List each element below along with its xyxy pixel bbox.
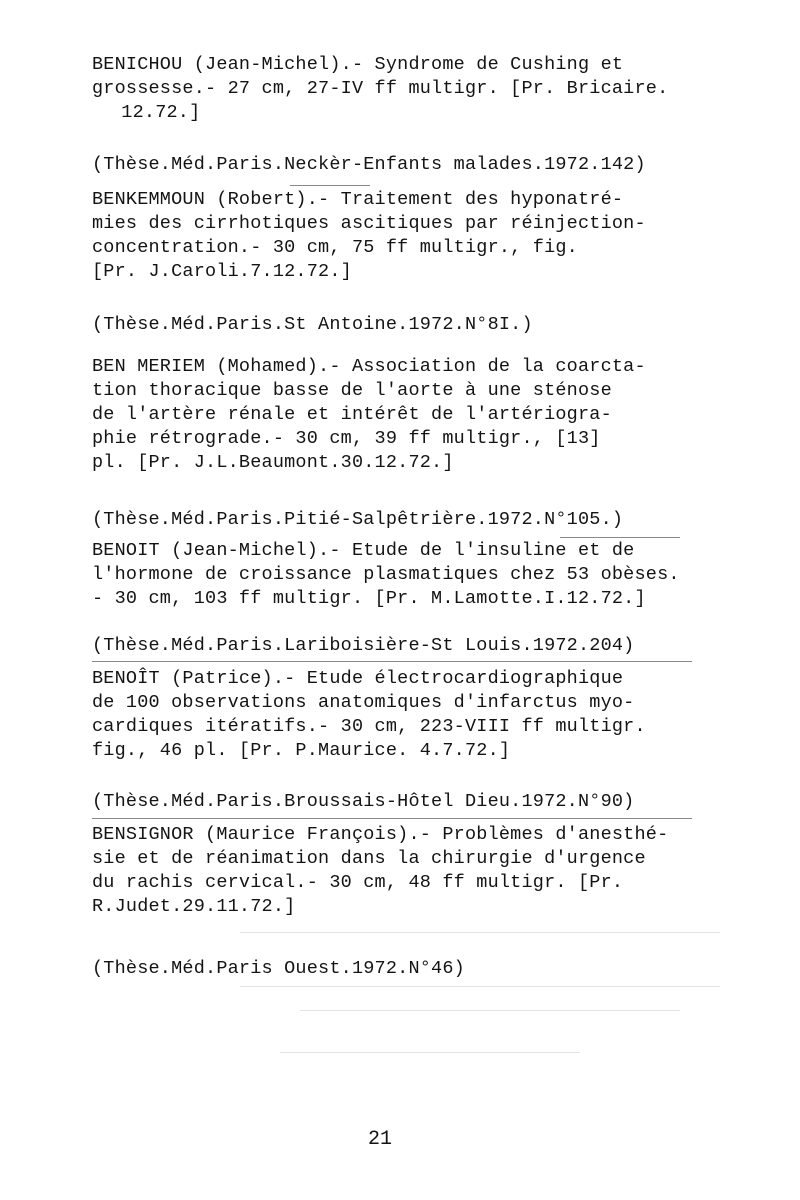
entry-line: pl. [Pr. J.L.Beaumont.30.12.72.] — [92, 452, 454, 473]
entry-line: sie et de réanimation dans la chirurgie d'urgence — [92, 848, 646, 869]
entry-line: [Pr. J.Caroli.7.12.72.] — [92, 261, 352, 282]
entry-source: (Thèse.Méd.Paris.Lariboisière-St Louis.1972.204) — [92, 635, 635, 656]
entry-source: (Thèse.Méd.Paris.Broussais-Hôtel Dieu.1972.N°90) — [92, 791, 635, 812]
entry-line: tion thoracique basse de l'aorte à une sténose — [92, 380, 612, 401]
bibliography-entry-ben-meriem — [92, 355, 732, 475]
entry-line: fig., 46 pl. [Pr. P.Maurice. 4.7.72.] — [92, 740, 511, 761]
entry-line: phie rétrograde.- 30 cm, 39 ff multigr., [13] — [92, 428, 601, 449]
bibliography-entry-benichou — [92, 53, 732, 125]
entry-line: BENICHOU (Jean-Michel).- Syndrome de Cushing et — [92, 54, 624, 75]
bleed-through-mark — [240, 986, 720, 987]
bleed-through-mark — [240, 932, 720, 933]
entry-source: (Thèse.Méd.Paris.Neckèr-Enfants malades.1972.142) — [92, 154, 646, 175]
entry-line: de 100 observations anatomiques d'infarctus myo- — [92, 692, 635, 713]
bibliography-entry-benoit-patrice — [92, 667, 732, 763]
entry-line: cardiques itératifs.- 30 cm, 223-VIII ff multigr. — [92, 716, 646, 737]
divider — [92, 818, 692, 819]
entry-line: R.Judet.29.11.72.] — [92, 896, 296, 917]
bibliography-entry-benoit-jean-michel — [92, 539, 732, 611]
entry-source: (Thèse.Méd.Paris.Pitié-Salpêtrière.1972.N°105.) — [92, 509, 624, 530]
entry-line: - 30 cm, 103 ff multigr. [Pr. M.Lamotte.I.12.72.] — [92, 588, 646, 609]
divider — [560, 537, 680, 538]
divider — [290, 185, 370, 186]
page-number: 21 — [368, 1128, 393, 1151]
entry-line: BENOIT (Jean-Michel).- Etude de l'insuline et de — [92, 540, 635, 561]
bibliography-entry-benkemmoun — [92, 188, 732, 284]
divider — [92, 661, 692, 662]
bleed-through-mark — [280, 1052, 580, 1053]
entry-line: 12.72.] — [110, 102, 201, 123]
entry-line: grossesse.- 27 cm, 27-IV ff multigr. [Pr. Bricaire. — [92, 78, 669, 99]
entry-line: du rachis cervical.- 30 cm, 48 ff multigr. [Pr. — [92, 872, 624, 893]
entry-line: concentration.- 30 cm, 75 ff multigr., fig. — [92, 237, 578, 258]
entry-line: mies des cirrhotiques ascitiques par réinjection- — [92, 213, 646, 234]
entry-line: BENSIGNOR (Maurice François).- Problèmes d'anesthé- — [92, 824, 669, 845]
entry-source: (Thèse.Méd.Paris Ouest.1972.N°46) — [92, 958, 465, 979]
entry-source: (Thèse.Méd.Paris.St Antoine.1972.N°8I.) — [92, 314, 533, 335]
entry-line: l'hormone de croissance plasmatiques chez 53 obèses. — [92, 564, 680, 585]
entry-line: de l'artère rénale et intérêt de l'artériogra- — [92, 404, 612, 425]
entry-line: BENKEMMOUN (Robert).- Traitement des hyponatré- — [92, 189, 624, 210]
entry-line: BEN MERIEM (Mohamed).- Association de la coarcta- — [92, 356, 646, 377]
bibliography-entry-bensignor — [92, 823, 732, 919]
bleed-through-mark — [300, 1010, 680, 1011]
entry-line: BENOÎT (Patrice).- Etude électrocardiographique — [92, 668, 624, 689]
